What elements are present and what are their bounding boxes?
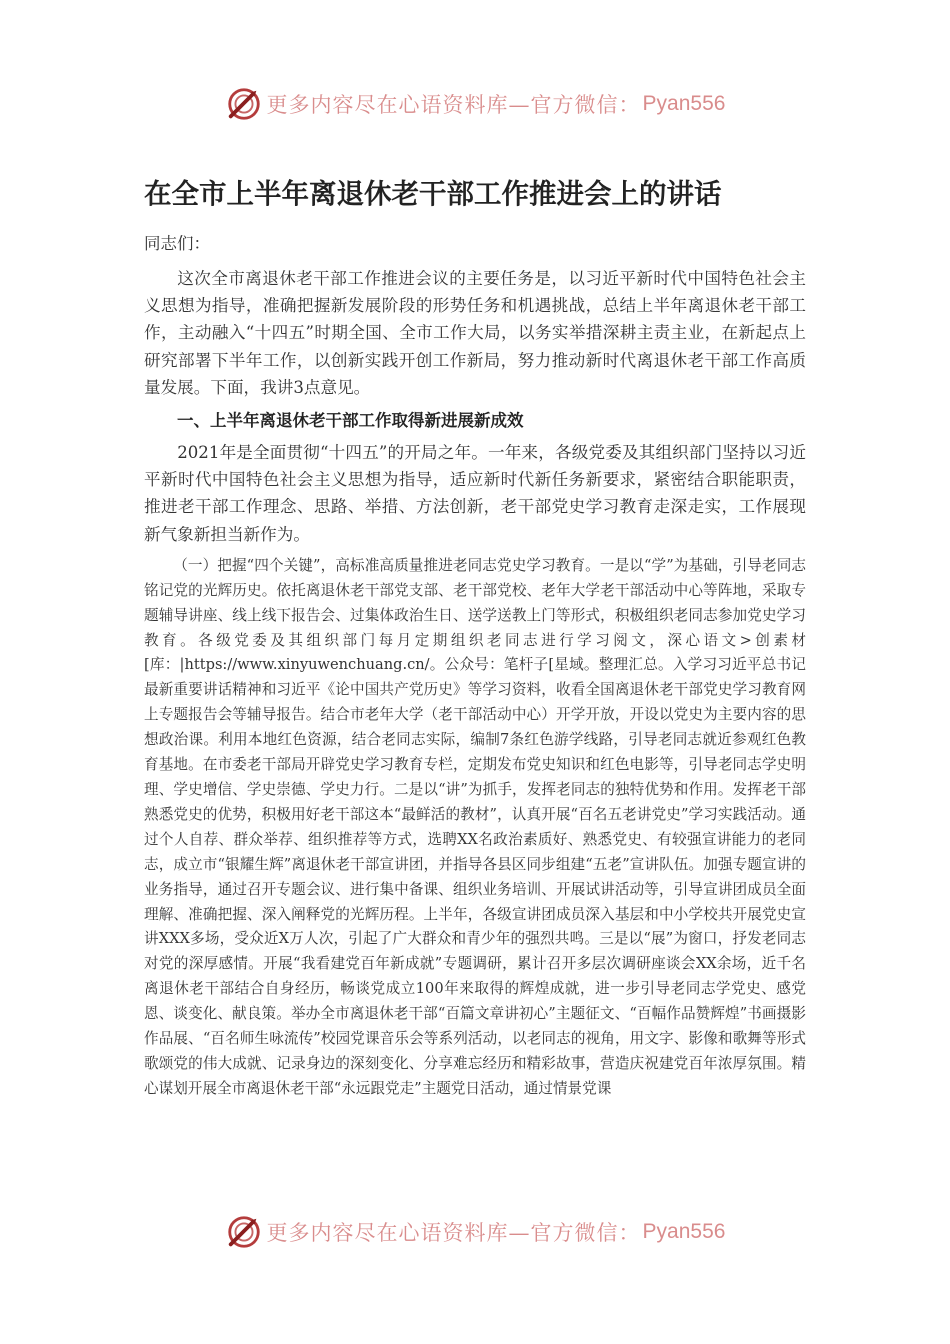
document-body	[144, 172, 806, 1102]
section-intro-paragraph: 2021年是全面贯彻“十四五”的开局之年。一年来，各级党委及其组织部门坚持以习近平新时代中国特色社会主义思想为指导，适应新时代新任务新要求，紧密结合职能职责，推进老干部工作理念、思路、举措、方法创新，老干部党史学习教育走深走实，工作展现新气象新担当新作为。	[144, 443, 806, 544]
intro-paragraph: 这次全市离退休老干部工作推进会议的主要任务是，以习近平新时代中国特色社会主义思想为指导，准确把握新发展阶段的形势任务和机遇挑战，总结上半年离退休老干部工作，主动融入“十四五”时期全国、全市工作大局，以务实举措深耕主责主业，在新起点上研究部署下半年工作，以创新实践开创工作新局，努力推动新时代离退休老干部工作高质量发展。下面，我讲3点意见。	[144, 269, 806, 397]
banner-wechat-id: Pyan556	[642, 92, 726, 115]
footer-watermark-banner	[0, 1210, 950, 1254]
document-title: 在全市上半年离退休老干部工作推进会上的讲话	[144, 178, 722, 210]
subsection-paragraph: （一）把握“四个关键”，高标准高质量推进老同志党史学习教育。一是以“学”为基础，引导老同志铭记党的光辉历史。依托离退休老干部党支部、老干部党校、老年大学老干部活动中心等阵地，采取专题辅导讲座、线上线下报告会、过集体政治生日、送学送教上门等形式，积极组织老同志参加党史学习教育。各级党委及其组织部门每月定期组织老同志进行学习阅文，深心语文>创素材[库：|https://www.xinyuwenchuang.cn/。公众号：笔杆子[星域。整理汇总。入学习习近平总书记最新重要讲话精神和习近平《论中国共产党历史》等学习资料，收看全国离退休老干部党史学习教育网上专题报告会等辅导报告。结合市老年大学（老干部活动中心）开学开放，开设以党史为主要内容的思想政治课。利用本地红色资源，结合老同志实际，编制7条红色游学线路，引导老同志就近参观红色教育基地。在市委老干部局开辟党史学习教育专栏，定期发布党史知识和红色电影等，引导老同志学史明理、学史增信、学史崇德、学史力行。二是以“讲”为抓手，发挥老同志的独特优势和作用。发挥老干部熟悉党史的优势，积极用好老干部这本“最鲜活的教材”，认真开展“百名五老讲党史”学习实践活动。通过个人自荐、群众举荐、组织推荐等方式，选聘XX名政治素质好、熟悉党史、有较强宣讲能力的老同志，成立市“银耀生辉”离退休老干部宣讲团，并指导各县区同步组建“五老”宣讲队伍。加强专题宣讲的业务指导，通过召开专题会议、进行集中备课、组织业务培训、开展试讲活动等，引导宣讲团成员全面理解、准确把握、深入阐释党的光辉历程。上半年，各级宣讲团成员深入基层和中小学校共开展党史宣讲XXX多场，受众近X万人次，引起了广大群众和青少年的强烈共鸣。三是以“展”为窗口，抒发老同志对党的深厚感情。开展“我看建党百年新成就”专题调研，累计召开多层次调研座谈会XX余场，近千名离退休老干部结合自身经历，畅谈党成立100年来取得的辉煌成就，进一步引导老同志学党史、感党恩、谈变化、献良策。举办全市离退休老干部“百篇文章讲初心”主题征文、“百幅作品赞辉煌”书画摄影作品展、“百名师生咏流传”校园党课音乐会等系列活动，以老同志的视角，用文字、影像和歌舞等形式歌颂党的伟大成就、记录身边的深刻变化、分享难忘经历和精彩故事，营造庆祝建党百年浓厚氛围。精心谋划开展全市离退休老干部“永远跟党走”主题党日活动，通过情景党课	[144, 556, 806, 1097]
banner-text: 更多内容尽在心语资料库—官方微信：	[266, 93, 641, 117]
banner-text: 更多内容尽在心语资料库—官方微信：	[266, 1221, 641, 1245]
banner-wechat-id: Pyan556	[642, 1220, 726, 1243]
logo-icon	[225, 85, 263, 123]
header-watermark-banner	[0, 82, 950, 126]
logo-icon	[225, 1213, 263, 1251]
section-heading: 一、上半年离退休老干部工作取得新进展新成效	[177, 411, 524, 431]
salutation: 同志们：	[144, 234, 210, 253]
